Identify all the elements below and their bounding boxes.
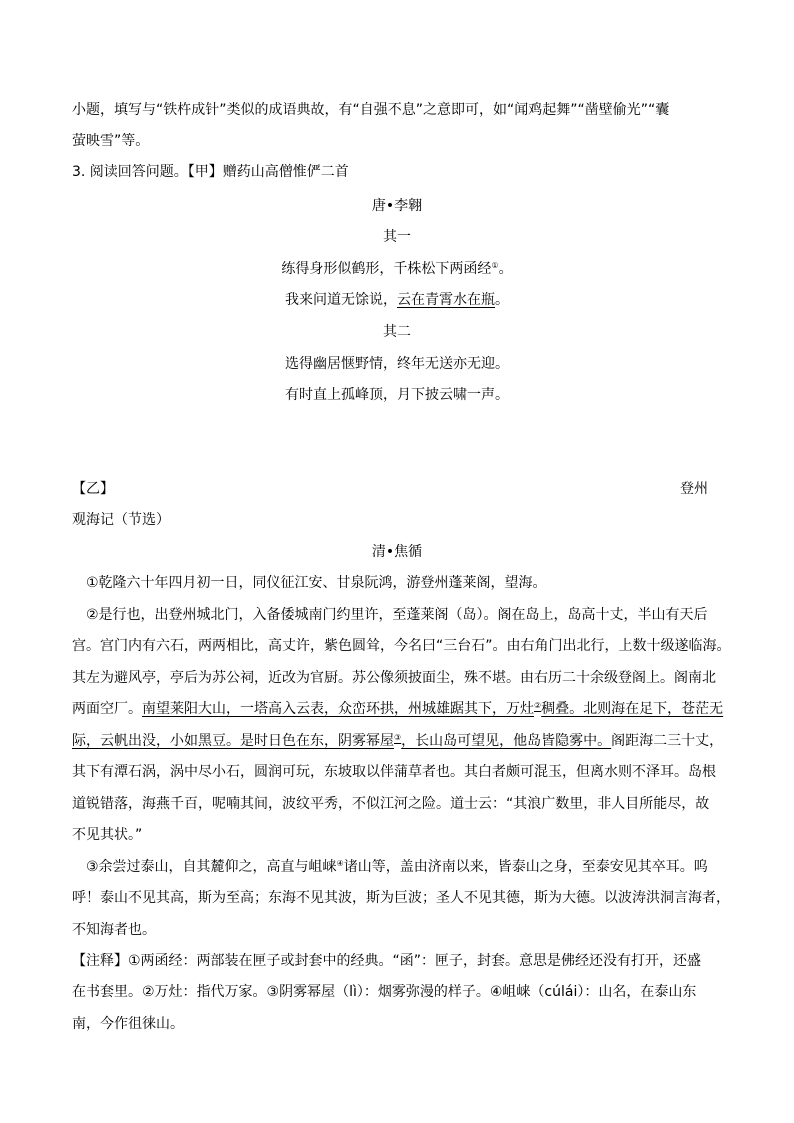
yi-para2-line-5 [72,731,722,751]
yi-paragraph-1: ①乾隆六十年四月初一日，同仪征江安、甘泉阮鸿，游登州蓬莱阁，望海。 [86,575,547,591]
yi-label: 【乙】 [72,481,114,497]
yi-para3-line-3: 不知海者也。 [72,922,156,938]
footnote-marker-2: ② [534,701,542,710]
poem-1-line-2-a: 我来问道无馀说， [285,292,397,308]
yi-para2-line-8: 不见其状。” [72,827,143,843]
yi-title-part-1: 登州 [680,481,708,497]
question-3-label: 3. 阅读回答问题。【甲】赠药山高僧惟俨二首 [72,164,349,180]
yi-para2-underlined-2: 稠叠。北则海在足下，苍茫无 [541,701,724,717]
poem-1-line-1-end: 。 [498,261,513,277]
poem-1-line-2-c: 。 [495,292,509,308]
poem-1-line-2 [0,290,794,310]
yi-para2-line-3: 其左为避风亭，亭后为苏公祠，近改为官厨。苏公像须披面尘，殊不堪。由右历二十余级登阁上。阁南北 [72,670,716,686]
yi-para3-line-1-b: 诸山等，盖由济南以来，皆泰山之身，至泰安见其卒耳。呜 [343,859,708,875]
prev-answer-line-2: 萤映雪”等。 [72,133,150,149]
yi-para2-line-2: 宫。宫门内有六石，两两相比，高丈许，紫色圆耸，今名曰“三台石”。由右角门出北行，上数十级遂临海。 [72,638,731,654]
poem-1-line-1-text: 练得身形似鹤形，千株松下两函经 [281,261,492,277]
yi-para3-line-1-a: ③余尝过泰山，自其麓仰之，高直与岨崃 [86,859,337,875]
notes-line-1: 【注释】①两函经：两部装在匣子或封套中的经典。“函”：匣子，封套。意思是佛经还没有打开，还盛 [72,953,702,969]
yi-para2-line-1: ②是行也，出登州城北门，入备倭城南门约里许，至蓬莱阁（岛）。阁在岛上，岛高十丈，半山有天后 [86,607,708,623]
yi-para2-underlined-3: 际，云帆出没，小如黑豆。是时日色在东，阴雾幂屋 [72,733,394,749]
footnote-marker-3: ③ [394,733,402,742]
poem-1-line-1 [0,259,794,279]
poem-part-2-title: 其二 [383,324,411,340]
notes-line-2: 在书套里。②万灶：指代万家。③阴雾幂屋（lì）：烟雾弥漫的样子。④岨崃（cúlái）：山名，在泰山东 [72,984,697,1000]
yi-author: 清•焦循 [371,544,423,560]
yi-para2-line-5-end: 阁距海二三十丈， [611,733,724,749]
notes-line-3: 南，今作徂徕山。 [72,1016,184,1032]
yi-para2-line-7: 道锐错落，海燕千百，呢喃其间，波纹平秀，不似江河之险。道士云：“其浪广数里，非人目所能尽，故 [72,796,710,812]
yi-para2-line-4-text: 两面空厂。 [72,701,142,717]
poem-2-line-1: 选得幽居惬野情，终年无送亦无迎。 [285,356,509,372]
yi-para3-line-2: 呼！泰山不见其高，斯为至高；东海不见其波，斯为巨波；圣人不见其德，斯为大德。以波涛洪洞言海者， [72,890,730,906]
yi-para2-underlined-4: ，长山岛可望见，他岛皆隐雾中。 [401,733,612,749]
footnote-marker-4: ④ [336,859,344,868]
yi-para2-line-4 [72,699,722,719]
yi-title-part-2: 观海记（节选） [72,512,170,528]
footnote-marker-1: ① [491,261,499,270]
yi-para2-underlined-1: 南望莱阳大山，一塔高入云表，众峦环拱，州城雄踞其下，万灶 [142,701,534,717]
poem-part-1-title: 其一 [383,229,411,245]
yi-para3-line-1 [86,857,708,877]
yi-para2-line-6: 其下有潭石涡，涡中尽小石，圆润可玩，东坡取以伴蒲草者也。其白者颇可混玉，但离水则不泽耳。岛根 [72,764,716,780]
prev-answer-line-1: 小题，填写与“铁杵成针”类似的成语典故，有“自强不息”之意即可，如“闻鸡起舞”“凿壁偷光”“囊 [72,102,670,118]
poem-2-line-2: 有时直上孤峰顶，月下披云啸一声。 [285,387,509,403]
poem-author: 唐•李翱 [371,198,423,214]
poem-1-line-2-underlined: 云在青霄水在瓶 [397,292,495,308]
